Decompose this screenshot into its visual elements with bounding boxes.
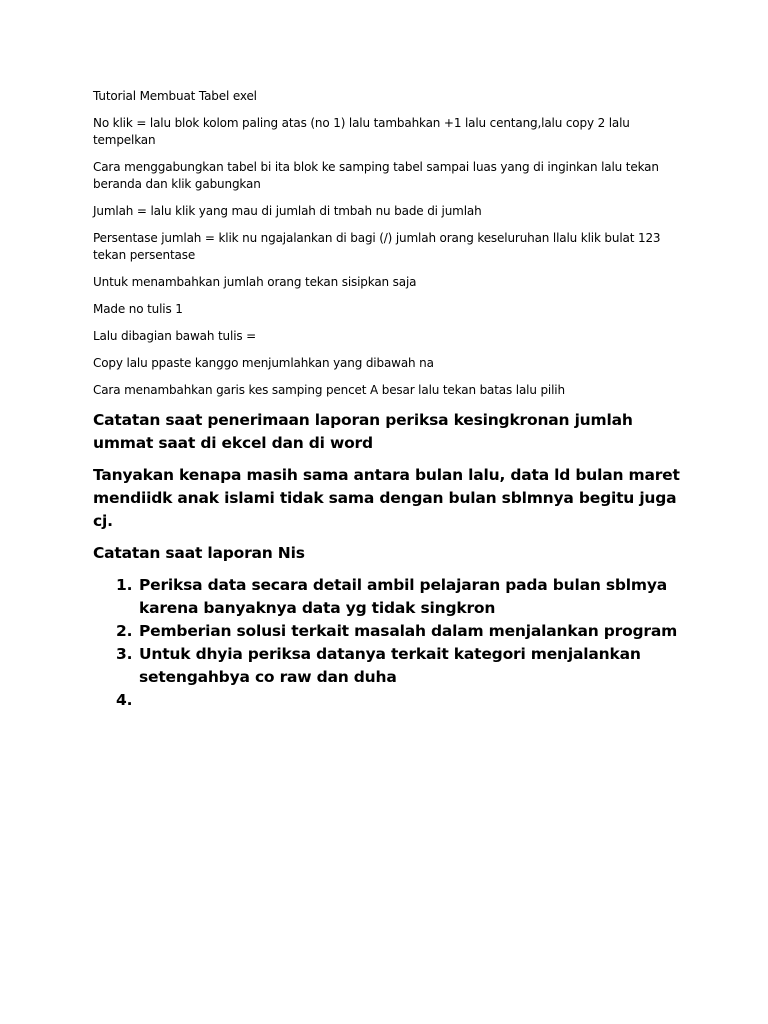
list-item bbox=[93, 574, 693, 620]
heading-catatan-penerimaan: Catatan saat penerimaan laporan periksa kesingkronan jumlah ummat saat di ekcel dan di word bbox=[93, 411, 633, 452]
list-item bbox=[93, 689, 693, 712]
list-item-number: 2. bbox=[116, 622, 133, 640]
paragraph-title: Tutorial Membuat Tabel exel bbox=[93, 89, 257, 103]
heading-catatan-nis: Catatan saat laporan Nis bbox=[93, 544, 305, 562]
numbered-list bbox=[93, 574, 693, 712]
paragraph-sisipkan: Untuk menambahkan jumlah orang tekan sisipkan saja bbox=[93, 275, 417, 289]
list-item bbox=[93, 643, 693, 689]
list-item-text: Pemberian solusi terkait masalah dalam menjalankan program bbox=[139, 622, 678, 640]
paragraph-copy-paste: Copy lalu ppaste kanggo menjumlahkan yang dibawah na bbox=[93, 356, 434, 370]
list-item-number: 4. bbox=[116, 691, 133, 709]
paragraph-garis: Cara menambahkan garis kes samping pencet A besar lalu tekan batas lalu pilih bbox=[93, 383, 565, 397]
heading-tanyakan: Tanyakan kenapa masih sama antara bulan lalu, data ld bulan maret mendiidk anak islami tidak sama dengan bulan sblmnya begitu juga cj. bbox=[93, 466, 680, 530]
document-body bbox=[93, 88, 693, 712]
paragraph-no-klik: No klik = lalu blok kolom paling atas (no 1) lalu tambahkan +1 lalu centang,lalu copy 2 lalu tempelkan bbox=[93, 116, 630, 147]
list-item-text: Untuk dhyia periksa datanya terkait kategori menjalankan setengahbya co raw dan duha bbox=[139, 645, 641, 686]
paragraph-dibagian-bawah: Lalu dibagian bawah tulis = bbox=[93, 329, 257, 343]
paragraph-menggabungkan: Cara menggabungkan tabel bi ita blok ke samping tabel sampai luas yang di inginkan lalu tekan beranda dan klik gabungkan bbox=[93, 160, 659, 191]
paragraph-made-no: Made no tulis 1 bbox=[93, 302, 183, 316]
list-item-number: 3. bbox=[116, 645, 133, 663]
list-item bbox=[93, 620, 693, 643]
paragraph-jumlah: Jumlah = lalu klik yang mau di jumlah di tmbah nu bade di jumlah bbox=[93, 204, 482, 218]
list-item-number: 1. bbox=[116, 576, 133, 594]
paragraph-persentase: Persentase jumlah = klik nu ngajalankan di bagi (/) jumlah orang keseluruhan llalu klik bulat 123 tekan persentase bbox=[93, 231, 661, 262]
list-item-text: Periksa data secara detail ambil pelajaran pada bulan sblmya karena banyaknya data yg tidak singkron bbox=[139, 576, 668, 617]
